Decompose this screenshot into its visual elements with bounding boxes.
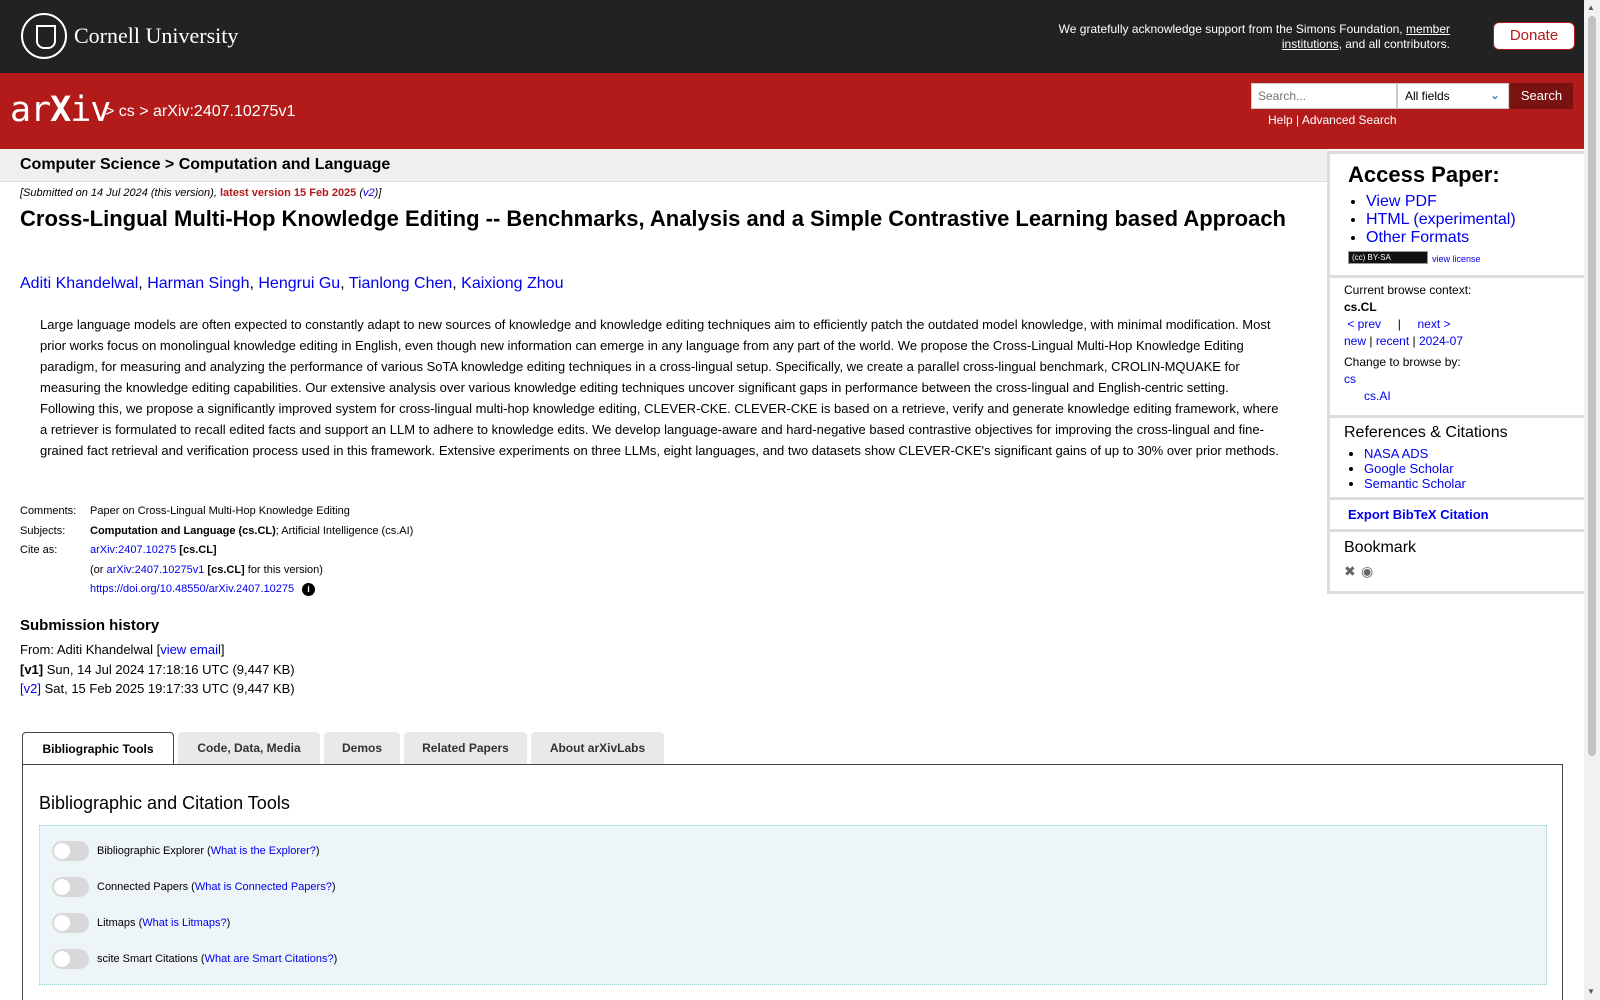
subject-header — [0, 149, 1327, 182]
bibsonomy-icon[interactable]: ✖ — [1344, 563, 1356, 579]
export-bibtex-link[interactable]: Export BibTeX Citation — [1348, 507, 1489, 522]
v2-history-link[interactable]: [v2] — [20, 681, 41, 696]
sidebar — [1327, 151, 1584, 594]
bibliographic-explorer-toggle[interactable] — [52, 841, 89, 861]
arxiv-logo[interactable]: arXiv — [10, 90, 111, 130]
browse-csai-link[interactable]: cs.AI — [1364, 389, 1391, 403]
author-link[interactable]: Harman Singh — [147, 275, 250, 292]
tool-info-link[interactable]: What is the Explorer? — [210, 845, 316, 857]
cc-license-badge[interactable]: (cc) BY-SA — [1348, 251, 1428, 264]
author-link[interactable]: Kaixiong Zhou — [461, 275, 564, 292]
chevron-down-icon: ⌄ — [1489, 88, 1500, 102]
google-scholar-link[interactable]: Google Scholar — [1364, 461, 1454, 476]
scite-toggle[interactable] — [52, 949, 89, 969]
view-pdf-link[interactable]: View PDF — [1366, 193, 1437, 210]
subject-title: Computer Science > Computation and Language — [20, 156, 391, 173]
paper-title: Cross-Lingual Multi-Hop Knowledge Editing -- Benchmarks, Analysis and a Simple Contrastive Learning based Approach — [20, 206, 1286, 231]
tab-code-data-media[interactable]: Code, Data, Media — [178, 732, 320, 764]
tool-info-link[interactable]: What is Connected Papers? — [194, 881, 332, 893]
month-link[interactable]: 2024-07 — [1418, 334, 1464, 348]
cite-id-link[interactable]: arXiv:2407.10275 — [90, 544, 177, 556]
nasa-ads-link[interactable]: NASA ADS — [1364, 446, 1429, 461]
v2-link[interactable]: v2 — [363, 187, 375, 199]
author-link[interactable]: Tianlong Chen — [348, 275, 453, 292]
author-link[interactable]: Hengrui Gu — [258, 275, 341, 292]
submission-history-heading: Submission history — [20, 617, 160, 634]
tool-row: Connected Papers ( What is Connected Papers? ) — [52, 877, 336, 897]
tools-box — [39, 825, 1547, 985]
help-link[interactable]: Help — [1268, 113, 1293, 127]
info-icon[interactable]: i — [302, 583, 315, 596]
references-box: References & Citations • NASA ADS • Google Scholar • Semantic Scholar — [1327, 418, 1584, 500]
tab-bibliographic-tools[interactable]: Bibliographic Tools — [22, 732, 174, 765]
donate-button[interactable]: Donate — [1493, 22, 1575, 50]
submission-dateline: [Submitted on 14 Jul 2024 (this version), latest version 15 Feb 2025 (v2)] — [20, 187, 382, 199]
next-link[interactable]: next > — [1417, 317, 1451, 331]
bibtex-box — [1327, 500, 1584, 532]
tab-related-papers[interactable]: Related Papers — [404, 732, 527, 764]
connected-papers-toggle[interactable] — [52, 877, 89, 897]
author-list: Aditi Khandelwal, Harman Singh, Hengrui Gu, Tianlong Chen, Kaixiong Zhou — [20, 275, 564, 292]
cornell-seal-icon — [21, 13, 67, 59]
tool-row: Litmaps ( What is Litmaps? ) — [52, 913, 230, 933]
tab-about-arxivlabs[interactable]: About arXivLabs — [531, 732, 664, 764]
tool-row: Bibliographic Explorer ( What is the Explorer? ) — [52, 841, 320, 861]
author-link[interactable]: Aditi Khandelwal — [20, 275, 139, 292]
browse-cs-link[interactable]: cs — [1344, 372, 1356, 386]
cornell-name: Cornell University — [74, 23, 239, 48]
top-bar — [0, 0, 1584, 73]
advanced-search-link[interactable]: Advanced Search — [1301, 113, 1397, 127]
scrollbar-thumb[interactable] — [1588, 16, 1596, 756]
subjects-value: Computation and Language (cs.CL); Artificial Intelligence (cs.AI) — [90, 524, 414, 537]
metadata-table: Comments: Paper on Cross-Lingual Multi-Hop Knowledge Editing Subjects: Computation and Language (cs.CL); Artificial Intelligence (cs.AI) Cite as: arXiv:2407.10275 [cs.CL] (or arXiv:2407.10275v1 [cs.CL] for this version) https://doi.org/10.48550/arXiv.2407.10275 i — [20, 505, 414, 595]
submission-history: From: Aditi Khandelwal [view email] [v1] Sun, 14 Jul 2024 17:18:16 UTC (9,447 KB) [v2] Sat, 15 Feb 2025 19:17:33 UTC (9,447 KB) — [20, 642, 295, 696]
member-institutions-link[interactable]: member institutions — [1281, 22, 1450, 51]
breadcrumb[interactable]: > cs > arXiv:2407.10275v1 — [105, 103, 296, 120]
litmaps-toggle[interactable] — [52, 913, 89, 933]
other-formats-link[interactable]: Other Formats — [1366, 229, 1470, 246]
recent-link[interactable]: recent — [1375, 334, 1410, 348]
abstract: Large language models are often expected to constantly adapt to new sources of knowledge and knowledge editing techniques aim to efficiently patch the outdated model knowledge, with minimal modification. Most prior works focus on monolingual knowledge editing in English, even though new information can emerge in any language from any part of the world. We propose the Cross-Lingual Multi-Hop Knowledge Editing paradigm, for measuring and analyzing the performance of various SoTA knowledge editing techniques in a cross-lingual setup. Specifically, we create a parallel cross-lingual benchmark, CROLIN-MQUAKE for measuring the knowledge editing capabilities. Our extensive analysis over various knowledge editing techniques uncover significant gaps in performance between the cross-lingual and English-centric setting. Following this, we propose a significantly improved system for cross-lingual multi-hop knowledge editing, CLEVER-CKE. CLEVER-CKE is based on a retrieve, verify and generate knowledge editing framework, where a retriever is formulated to recall edited facts and support an LLM to adhere to knowledge edits. We develop language-aware and hard-negative based contrastive objectives for improving the cross-lingual and fine-grained fact retrieval and verification process used in this framework. Extensive experiments on three LLMs, eight languages, and two datasets show CLEVER-CKE's significant gains of up to 30% over prior methods. — [40, 317, 1279, 458]
help-links: Help | Advanced Search — [1268, 113, 1397, 127]
reddit-icon[interactable]: ◉ — [1361, 563, 1374, 579]
doi-link[interactable]: https://doi.org/10.48550/arXiv.2407.10275 — [90, 583, 295, 595]
cite-version-link[interactable]: arXiv:2407.10275v1 — [106, 563, 205, 576]
browse-context-box: Current browse context: cs.CL < prev | next > new | recent | 2024-07 Change to browse by: cs cs.AI — [1327, 278, 1584, 418]
prev-link[interactable]: < prev — [1347, 317, 1382, 331]
panel-title: Bibliographic and Citation Tools — [39, 793, 290, 813]
access-paper-box — [1327, 151, 1584, 278]
tab-panel — [22, 764, 1563, 1000]
search-field-select[interactable]: All fields ⌄ — [1397, 83, 1509, 109]
search-input[interactable] — [1251, 83, 1397, 109]
acknowledgement: We gratefully acknowledge support from the Simons Foundation, member institutions, and all contributors. — [1058, 22, 1450, 51]
new-link[interactable]: new — [1344, 334, 1367, 348]
tool-info-link[interactable]: What are Smart Citations? — [204, 953, 334, 965]
view-email-link[interactable]: view email — [160, 642, 221, 657]
html-link[interactable]: HTML (experimental) — [1366, 211, 1516, 228]
browse-context-value: cs.CL — [1344, 300, 1377, 314]
tab-demos[interactable]: Demos — [324, 732, 400, 764]
scroll-down-icon[interactable]: ▼ — [1587, 987, 1595, 996]
view-license-link[interactable]: view license — [1432, 254, 1481, 264]
semantic-scholar-link[interactable]: Semantic Scholar — [1364, 476, 1466, 491]
arxiv-header — [0, 73, 1584, 149]
access-title: Access Paper: — [1348, 162, 1500, 187]
tool-info-link[interactable]: What is Litmaps? — [142, 917, 227, 929]
search-button[interactable]: Search — [1510, 83, 1573, 109]
scroll-up-icon[interactable]: ▲ — [1587, 3, 1595, 12]
comments-value: Paper on Cross-Lingual Multi-Hop Knowledge Editing — [90, 505, 350, 517]
tool-row: scite Smart Citations ( What are Smart Citations? ) — [52, 949, 337, 969]
tab-bar — [22, 732, 668, 765]
bookmark-box: Bookmark ✖ ◉ — [1327, 532, 1584, 594]
cornell-logo[interactable] — [21, 13, 238, 59]
